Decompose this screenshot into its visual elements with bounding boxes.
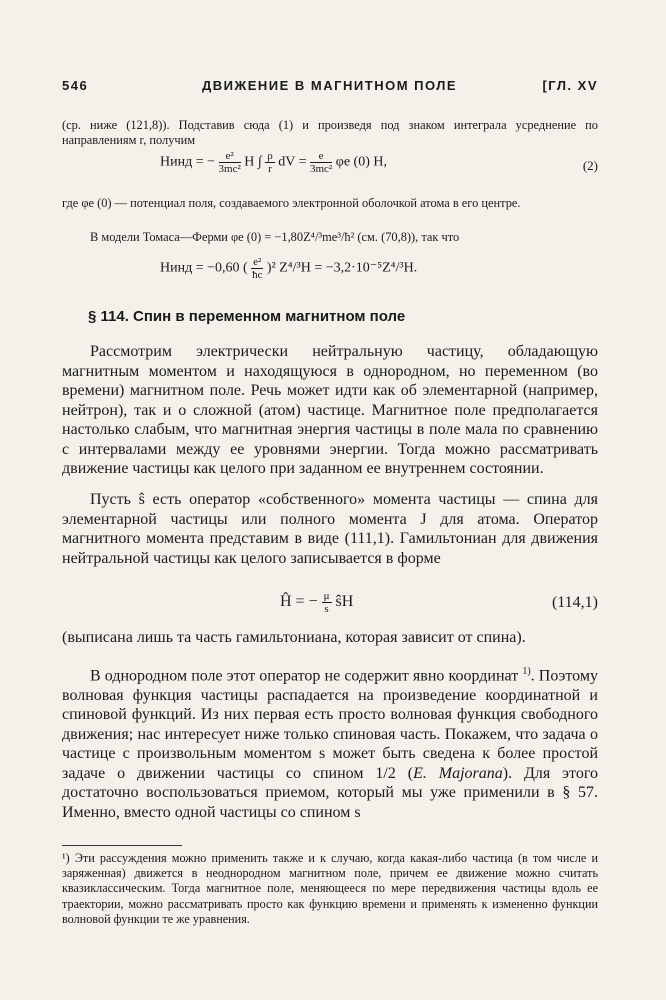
potential-definition: где φe (0) — потенциал поля, создаваемого электронной оболочкой атома в его центре. bbox=[62, 196, 521, 210]
equation-number: (2) bbox=[582, 158, 598, 173]
fraction: $\frac{\mu}{s}$ bbox=[323, 590, 330, 615]
section-heading: § 114. Спин в переменном магнитном поле bbox=[88, 308, 406, 325]
footnote-ref: 1) bbox=[522, 666, 531, 677]
fraction: $\frac{\text{e²}}{\text{3mc²}}$ bbox=[218, 150, 241, 175]
author-name: E. Majorana bbox=[413, 764, 503, 782]
thomas-fermi-text: В модели Томаса—Ферми φe (0) = −1,80Z⁴/³me³/ħ² (см. (70,8)), так что bbox=[90, 230, 460, 244]
page-number: 546 bbox=[62, 78, 89, 93]
paragraph-1: Рассмотрим электрически нейтральную частицу, обладающую магнитным моментом и находящуюся в однородном, но переменном (во времени) магнитном поле. Речь может идти как об элементарной (например, нейтрон), так и о сложной (атом) частице. Магнитное поле предполагается настолько слабым, что магнитная энергия частицы в поле мала по сравнению с интервалами между ее уровнями энергии. Тогда можно рассматривать движение частицы как целого при заданном ее внутреннем состоянии. bbox=[62, 343, 598, 477]
chapter-label: [ГЛ. XV bbox=[542, 78, 598, 93]
equation-114-1: Ĥ = − $\frac{\mu}{s}$ ŝH bbox=[280, 590, 354, 615]
paragraph-3: (выписана лишь та часть гамильтониана, которая зависит от спина). bbox=[62, 629, 526, 646]
paragraph-2: Пусть ŝ есть оператор «собственного» момента частицы — спина для элементарной частицы или полного момента J для атома. Оператор магнитного момента представим в виде (111,1). Гамильтониан для движения нейтральной частицы как целого записывается в форме bbox=[62, 491, 598, 567]
footnote: ¹) Эти рассуждения можно применить также и к случаю, когда какая-либо частица (в том числе и заряженная) движется в неоднородном магнитном поле, причем ее движение можно считать квазиклассическим. Тогда магнитное поле, меняющееся по мере передвижения частицы вдоль ее траектории, можно рассматривать просто как функцию времени и применять к измененно функции волновой функции те же уравнения. bbox=[62, 851, 598, 926]
intro-text: (ср. ниже (121,8)). Подставив сюда (1) и произведя под знаком интеграла усреднение по направлениям r, получим bbox=[62, 118, 598, 147]
fraction: $\frac{\text{e²}}{ħc}$ bbox=[252, 256, 263, 281]
fraction: $\frac{\rho}{r}$ bbox=[267, 150, 273, 175]
equation-number: (114,1) bbox=[551, 594, 598, 611]
running-title: ДВИЖЕНИЕ В МАГНИТНОМ ПОЛЕ bbox=[202, 78, 458, 93]
fraction: $\frac{e}{\text{3mc²}}$ bbox=[309, 150, 333, 175]
footnote-divider bbox=[62, 845, 182, 846]
equation-3: Hинд = −0,60 ( $\frac{\text{e²}}{ħc}$ )² Z⁴/³H = −3,2·10⁻⁵Z⁴/³H. bbox=[160, 256, 418, 281]
running-header bbox=[62, 78, 598, 98]
paragraph-4: В однородном поле этот оператор не содержит явно координат $^{1)}$. Поэтому волновая функция частицы распадается на произведение координатной и спиновой функций. Из них первая есть просто волновая функция свободного движения; нас интересует ниже только спиновая часть. Покажем, что задача о частице с произвольным моментом s может быть сведена к более простой задаче о движении частицы со спином 1/2 (E. Majorana). Для этого достаточно воспользоваться приемом, который мы уже применили в § 57. Именно, вместо одной частицы со спином s bbox=[62, 666, 599, 821]
equation-2: Hинд = − $\frac{\text{e²}}{\text{3mc²}}$ H ∫ $\frac{\rho}{r}$ dV = $\frac{e}{\text{3mc²}}$ φe (0) H, bbox=[160, 150, 387, 175]
